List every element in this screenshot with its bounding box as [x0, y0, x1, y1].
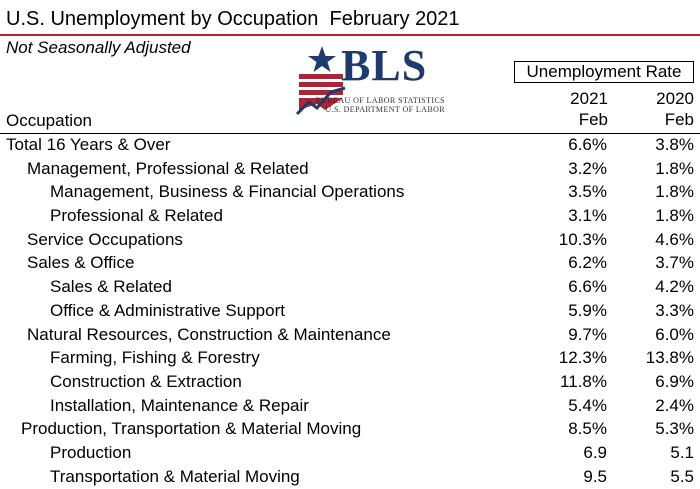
- col-2020-year: 2020: [656, 89, 694, 108]
- rate-2020-value: 5.5: [670, 466, 694, 486]
- occupation-label: Total 16 Years & Over: [6, 135, 171, 154]
- col-2020-month: Feb: [664, 110, 694, 129]
- occupation-label: Professional & Related: [50, 206, 223, 226]
- rate-2021-value: 11.8%: [560, 371, 607, 391]
- table-row: [0, 346, 700, 370]
- col-2021-month: Feb: [578, 110, 608, 129]
- occupation-label: Construction & Extraction: [50, 371, 242, 391]
- table-row: [0, 323, 700, 347]
- table-row: [0, 180, 700, 204]
- rate-2020-value: 3.8%: [655, 135, 694, 154]
- bls-logo-line1: BUREAU OF LABOR STATISTICS: [315, 96, 445, 105]
- rate-2021-value: 6.6%: [568, 277, 607, 297]
- occupation-label: Office & Administrative Support: [50, 300, 285, 320]
- table-row: [0, 299, 700, 323]
- rate-2020-value: 1.8%: [655, 206, 694, 226]
- rate-2021-value: 9.5: [583, 466, 607, 486]
- rate-2020-value: 6.9%: [655, 371, 694, 391]
- table-row: [0, 157, 700, 181]
- occupation-label: Production: [50, 442, 132, 462]
- table-row: [0, 251, 700, 275]
- rate-2020-value: 3.7%: [655, 253, 694, 273]
- table-row: [0, 275, 700, 299]
- unemployment-rate-header: Unemployment Rate: [514, 61, 694, 83]
- rate-2021-value: 6.9: [583, 442, 607, 462]
- table-row: [0, 370, 700, 394]
- occupation-label: Management, Business & Financial Operations: [50, 182, 405, 202]
- bls-logo-line2: U.S. DEPARTMENT OF LABOR: [325, 105, 445, 114]
- chart-title: U.S. Unemployment by Occupation February 2021: [6, 8, 460, 30]
- rate-2020-value: 6.0%: [655, 324, 694, 344]
- occupation-label: Natural Resources, Construction & Maintenance: [27, 324, 391, 344]
- col-2021-header: [530, 88, 608, 130]
- table-row: [0, 394, 700, 418]
- rate-2021-value: 3.1%: [568, 206, 607, 226]
- occupation-header: Occupation: [6, 111, 92, 130]
- rate-2021-value: 6.2%: [568, 253, 607, 273]
- table-row: [0, 417, 700, 441]
- table-row: [0, 204, 700, 228]
- rate-2021-value: 3.5%: [568, 182, 607, 202]
- table-row: [0, 133, 700, 157]
- rate-2021-value: 9.7%: [568, 324, 607, 344]
- rate-2020-value: 4.6%: [655, 229, 694, 249]
- occupation-label: Transportation & Material Moving: [50, 466, 300, 486]
- rate-2020-value: 5.1: [670, 442, 694, 462]
- col-2020-header: [616, 88, 694, 130]
- rate-2021-value: 3.2%: [568, 158, 607, 178]
- occupation-label: Sales & Office: [27, 253, 135, 273]
- bls-logo-text: BLS: [341, 41, 428, 90]
- occupation-label: Sales & Related: [50, 277, 172, 297]
- rate-2020-value: 1.8%: [655, 158, 694, 178]
- title-divider: [0, 34, 700, 36]
- rate-2020-value: 5.3%: [655, 419, 694, 439]
- rate-2021-value: 10.3%: [558, 229, 607, 249]
- table-row: [0, 441, 700, 465]
- occupation-label: Service Occupations: [27, 229, 183, 249]
- rate-2021-value: 5.9%: [568, 300, 607, 320]
- rate-2020-value: 2.4%: [655, 395, 694, 415]
- rate-2021-value: 6.6%: [568, 135, 607, 154]
- rate-2020-value: 13.8%: [645, 348, 694, 368]
- rate-2020-value: 3.3%: [655, 300, 694, 320]
- table-row: [0, 228, 700, 252]
- bls-logo: [295, 41, 445, 116]
- rate-2021-value: 5.4%: [568, 395, 607, 415]
- table-row: [0, 465, 700, 489]
- col-2021-year: 2021: [570, 89, 608, 108]
- rate-2020-value: 4.2%: [655, 277, 694, 297]
- chart-subtitle: Not Seasonally Adjusted: [6, 38, 191, 57]
- table-body: [0, 133, 700, 488]
- occupation-label: Management, Professional & Related: [27, 158, 309, 178]
- occupation-label: Farming, Fishing & Forestry: [50, 348, 260, 368]
- rate-2020-value: 1.8%: [655, 182, 694, 202]
- rate-2021-value: 12.3%: [558, 348, 607, 368]
- rate-2021-value: 8.5%: [568, 419, 607, 439]
- occupation-label: Production, Transportation & Material Moving: [21, 419, 362, 439]
- occupation-label: Installation, Maintenance & Repair: [50, 395, 309, 415]
